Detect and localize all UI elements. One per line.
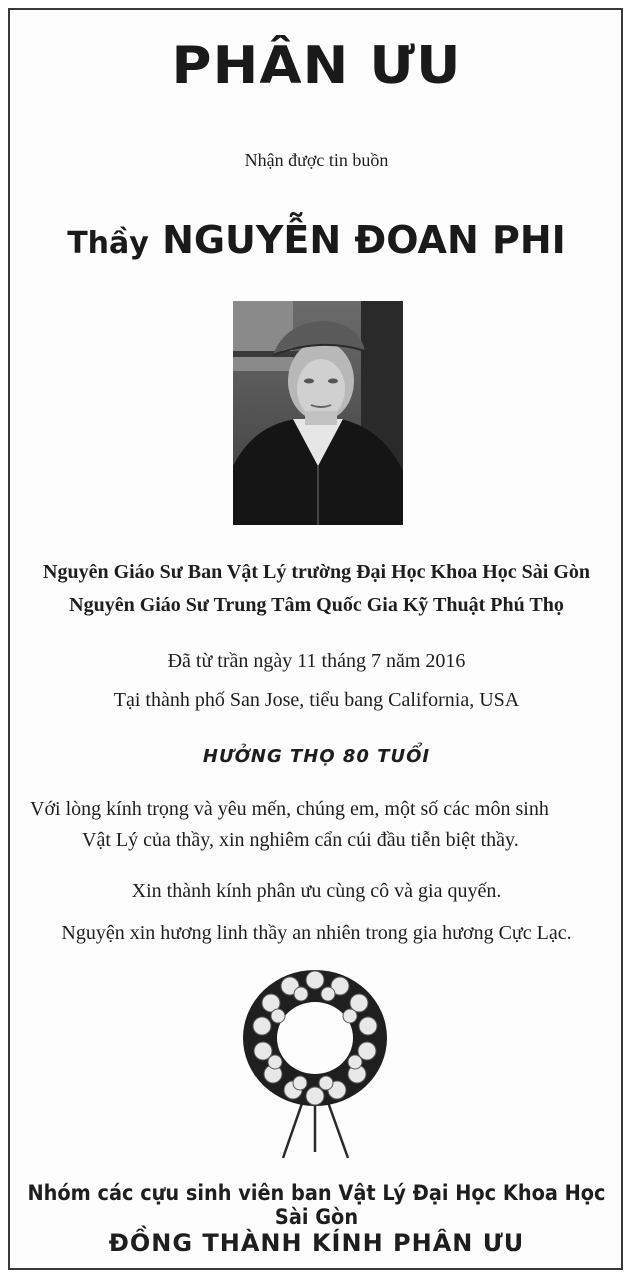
position-line-1: Nguyên Giáo Sư Ban Vật Lý trường Đại Học Khoa Học Sài Gòn [43, 561, 590, 583]
message-line-1: Với lòng kính trọng và yêu mến, chúng em, một số các môn sinh [30, 798, 549, 820]
notice-title: PHÂN ƯU [171, 36, 462, 96]
funeral-wreath-icon [238, 966, 393, 1160]
intro-text: Nhận được tin buồn [244, 150, 389, 170]
message-line-2: Vật Lý của thầy, xin nghiêm cẩn cúi đầu tiễn biệt thầy. [82, 829, 519, 851]
death-place: Tại thành phố San Jose, tiểu bang California, USA [113, 689, 520, 711]
deceased-name [0, 218, 633, 262]
prayer-text: Nguyện xin hương linh thầy an nhiên trong gia hương Cực Lạc. [61, 922, 572, 944]
name-prefix: Thầy [67, 226, 149, 261]
age-heading: HƯỞNG THỌ 80 TUỔI [202, 746, 431, 767]
message-paragraph [30, 794, 605, 856]
signed-by: Nhóm các cựu sinh viên ban Vật Lý Đại Học Khoa Học Sài Gòn [27, 1181, 606, 1229]
portrait-photo [233, 301, 403, 525]
position-line-2: Nguyên Giáo Sư Trung Tâm Quốc Gia Kỹ Thuật Phú Thọ [69, 594, 564, 616]
death-date: Đã từ trần ngày 11 tháng 7 năm 2016 [167, 650, 466, 672]
name-text: NGUYỄN ĐOAN PHI [162, 218, 566, 262]
condolence-text: Xin thành kính phân ưu cùng cô và gia quyến. [131, 880, 502, 902]
closing-line: ĐỒNG THÀNH KÍNH PHÂN ƯU [108, 1229, 525, 1257]
